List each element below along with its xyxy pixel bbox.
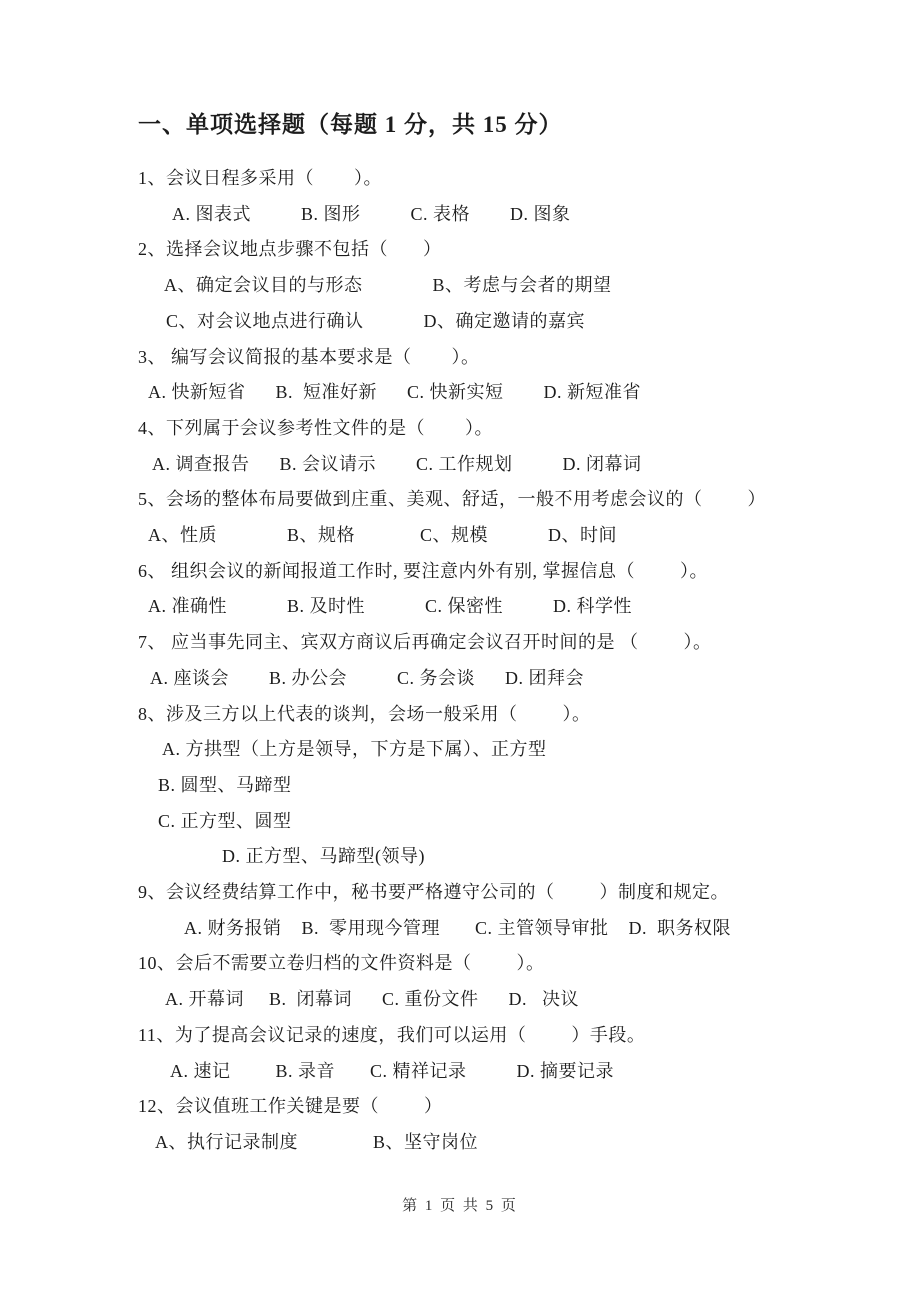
option-row: A. 方拱型（上方是领导，下方是下属）、正方型 [162, 739, 547, 760]
question-stem: 11、为了提高会议记录的速度，我们可以运用（ ）手段。 [138, 1024, 646, 1045]
option-row: C、对会议地点进行确认 D、确定邀请的嘉宾 [166, 310, 586, 331]
question-stem: 4、下列属于会议参考性文件的是（ ）。 [138, 417, 493, 438]
question-stem: 9、会议经费结算工作中，秘书要严格遵守公司的（ ）制度和规定。 [138, 882, 729, 903]
question-stem: 5、会场的整体布局要做到庄重、美观、舒适，一般不用考虑会议的（ ） [138, 489, 766, 510]
question-block-3 [138, 340, 890, 411]
question-block-6 [138, 554, 890, 625]
question-stem: 8、涉及三方以上代表的谈判，会场一般采用（ ）。 [138, 703, 591, 724]
option-row: A. 调查报告 B. 会议请示 C. 工作规划 D. 闭幕词 [152, 453, 642, 474]
question-block-8 [138, 697, 890, 876]
question-block-12 [138, 1089, 890, 1160]
question-block-5 [138, 482, 890, 553]
question-stem: 6、 组织会议的新闻报道工作时, 要注意内外有别, 掌握信息（ ）。 [138, 560, 708, 581]
option-row: A、确定会议目的与形态 B、考虑与会者的期望 [164, 275, 612, 296]
option-row: A. 开幕词 B. 闭幕词 C. 重份文件 D. 决议 [165, 989, 580, 1010]
question-stem: 12、会议值班工作关键是要（ ） [138, 1096, 443, 1117]
option-row: A. 财务报销 B. 零用现今管理 C. 主管领导审批 D. 职务权限 [184, 917, 732, 938]
option-row: A. 快新短省 B. 短准好新 C. 快新实短 D. 新短准省 [148, 382, 642, 403]
page-footer: 第 1 页 共 5 页 [402, 1198, 518, 1214]
option-row: B. 圆型、马蹄型 [158, 774, 292, 795]
option-row: A. 座谈会 B. 办公会 C. 务会谈 D. 团拜会 [150, 667, 585, 688]
question-block-2 [138, 232, 890, 339]
option-row: A、执行记录制度 B、坚守岗位 [155, 1131, 479, 1152]
option-row: A. 准确性 B. 及时性 C. 保密性 D. 科学性 [148, 596, 633, 617]
question-stem: 2、选择会议地点步骤不包括（ ） [138, 239, 442, 260]
question-stem: 10、会后不需要立卷归档的文件资料是（ ）。 [138, 953, 545, 974]
option-row: C. 正方型、圆型 [158, 810, 292, 831]
question-stem: 1、会议日程多采用（ ）。 [138, 168, 382, 188]
document-body [138, 106, 890, 1161]
question-block-7 [138, 625, 890, 696]
question-block-11 [138, 1018, 890, 1089]
option-row: A、性质 B、规格 C、规模 D、时间 [148, 525, 618, 546]
question-block-9 [138, 875, 890, 946]
option-row: D. 正方型、马蹄型(领导) [222, 846, 425, 867]
question-block-10 [138, 946, 890, 1017]
section-title: 一、单项选择题（每题 1 分，共 15 分） [138, 112, 563, 137]
question-block-4 [138, 411, 890, 482]
option-row: A. 速记 B. 录音 C. 精祥记录 D. 摘要记录 [170, 1060, 615, 1081]
question-stem: 3、 编写会议简报的基本要求是（ ）。 [138, 346, 480, 367]
question-block-1 [138, 161, 890, 232]
question-stem: 7、 应当事先同主、宾双方商议后再确定会议召开时间的是 （ ）。 [138, 632, 712, 653]
option-row: A. 图表式 B. 图形 C. 表格 D. 图象 [172, 203, 571, 224]
